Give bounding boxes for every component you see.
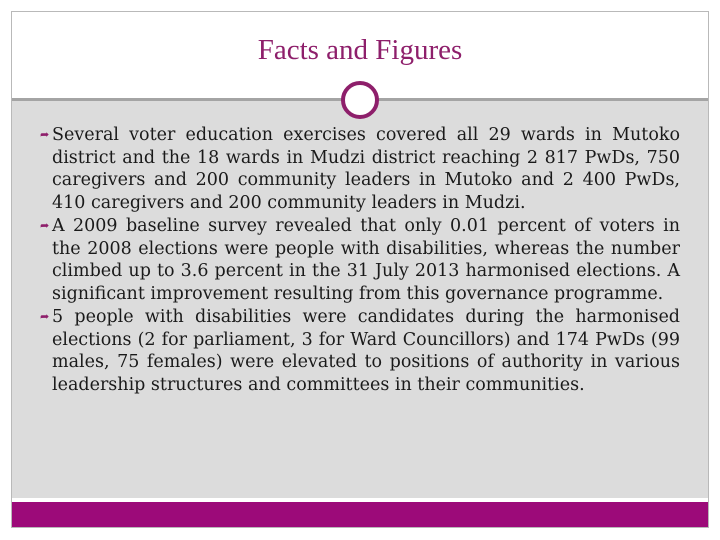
bottom-accent-bar (12, 502, 708, 527)
bullet-text: A 2009 baseline survey revealed that only 0.01 percent of voters in the 2008 elections were people with disabilities, whereas the number climbed up to 3.6 percent in the 31 July 2013 harmonised elections. A significant improvement resulting from this governance programme. (52, 216, 680, 304)
curved-arrow-bullet-icon: ➦ (40, 310, 50, 323)
slide-title: Facts and Figures (257, 34, 463, 66)
circle-ornament-icon (341, 81, 379, 119)
bullet-text: 5 people with disabilities were candidates during the harmonised elections (2 for parliament, 3 for Ward Councillors) and 174 PwDs (99 males, 75 females) were elevated to positions of authority in various leadership structures and committees in their communities. (52, 307, 680, 395)
bullet-item (40, 306, 680, 396)
bullet-list (40, 124, 680, 397)
curved-arrow-bullet-icon: ➦ (40, 219, 50, 232)
bullet-item (40, 124, 680, 214)
bullet-item (40, 215, 680, 305)
curved-arrow-bullet-icon: ➦ (40, 128, 50, 141)
bullet-text: Several voter education exercises covered all 29 wards in Mutoko district and the 18 wards in Mudzi district reaching 2 817 PwDs, 750 caregivers and 200 community leaders in Mutoko and 2 400 PwDs, 410 caregivers and 200 community leaders in Mudzi. (52, 125, 680, 213)
